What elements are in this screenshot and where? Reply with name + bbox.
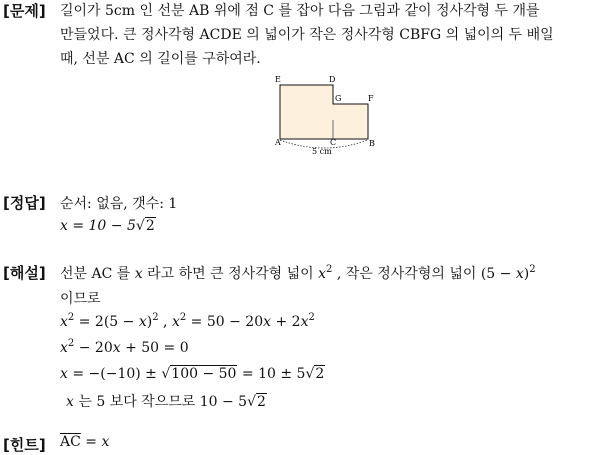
problem-line-1: 길이가 5cm 인 선분 AB 위에 점 C 를 잡아 다음 그림과 같이 정사각형 두 개를 <box>60 3 540 19</box>
length-label: 5 cm <box>312 147 332 154</box>
point-d-label: D <box>329 75 336 84</box>
solution-eq-2: $x^2 - 20x + 50 = 0$ <box>60 338 189 356</box>
problem-line-2: 만들었다. 큰 정사각형 ACDE 의 넓이가 작은 정사각형 CBFG 의 넓이의 두 배일 <box>60 27 554 43</box>
answer-expr: x = 10 − 5 <box>60 218 136 234</box>
point-e-label: E <box>275 75 281 84</box>
hint-label: [힌트] <box>3 436 46 454</box>
point-a-label: A <box>275 138 281 147</box>
answer-line-2: x = 10 − 5√2 <box>60 218 155 234</box>
point-c-label: C <box>330 138 337 147</box>
problem-line-3: 때, 선분 AC 의 길이를 구하여라. <box>60 51 261 67</box>
answer-line-1: 순서: 없음, 갯수: 1 <box>60 196 178 212</box>
squares-figure <box>272 72 382 154</box>
problem-label: [문제] <box>3 2 46 20</box>
answer-label: [정답] <box>3 194 46 212</box>
solution-eq-1: $x^2 = 2(5 - x)^2$ , $x^2 = 50 - 20x + 2x^2$ <box>60 312 315 330</box>
solution-eq-4: x 는 5 보다 작으므로 10 − 5√2 <box>66 394 266 410</box>
solution-line-1: 선분 AC 를 x 라고 하면 큰 정사각형 넓이 $x^2$ , 작은 정사각형의 넓이 $(5 - x)^2$ <box>60 264 536 282</box>
solution-label: [해설] <box>3 264 46 282</box>
answer-sqrt: 2 <box>145 218 155 234</box>
point-g-label: G <box>335 94 342 103</box>
squares-region <box>280 85 368 139</box>
point-b-label: B <box>369 139 375 148</box>
point-f-label: F <box>368 94 374 103</box>
solution-eq-3: x = −(−10) ± √100 − 50 = 10 ± 5√2 <box>60 366 325 382</box>
solution-line-2: 이므로 <box>60 291 101 307</box>
hint-line: $\overline{AC} = x$ <box>60 434 110 450</box>
